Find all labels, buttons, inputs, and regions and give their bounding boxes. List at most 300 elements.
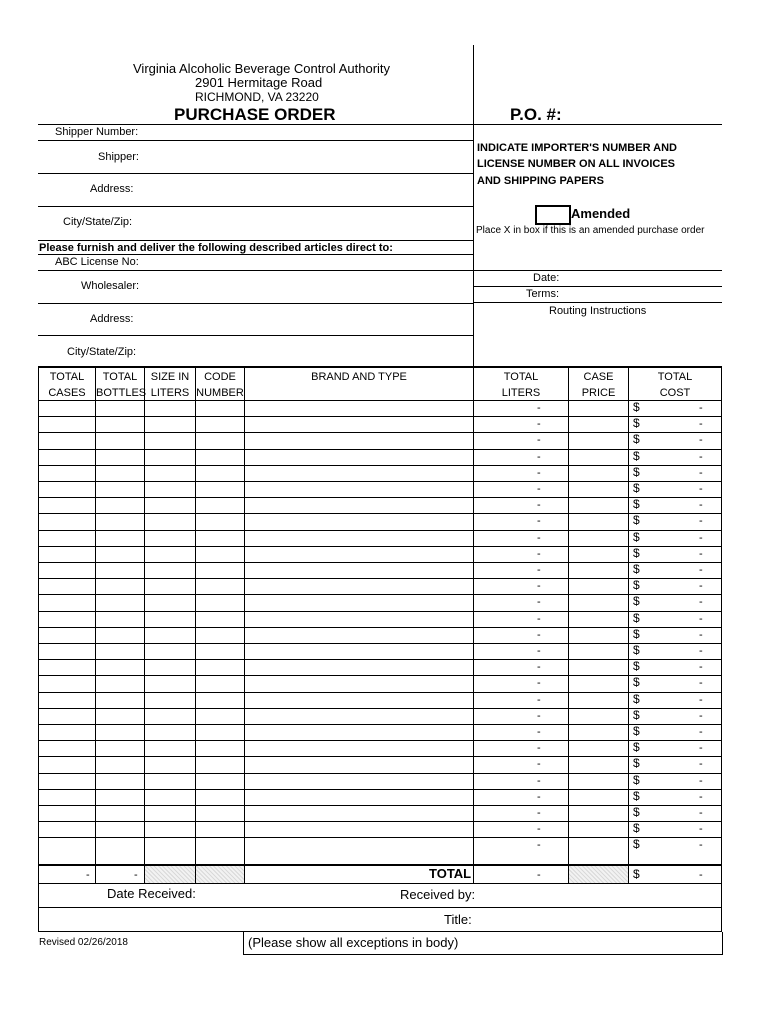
size-cell[interactable] [145,757,195,772]
code-cell[interactable] [196,417,244,432]
header-size: SIZE IN LITERS [150,371,190,399]
title-field[interactable] [476,909,720,930]
brand-cell[interactable] [245,757,473,772]
code-cell[interactable] [196,579,244,594]
liters-cell [474,838,568,853]
code-cell[interactable] [196,822,244,837]
case-price-cell[interactable] [569,693,628,708]
row-liters-value: - [537,823,541,835]
cases-cell[interactable] [39,806,95,821]
total-cost-cell [629,401,721,416]
brand-cell[interactable] [245,628,473,643]
code-cell[interactable] [196,660,244,675]
case-price-cell[interactable] [569,450,628,465]
total-cases-value: - [86,869,90,881]
cases-cell[interactable] [39,579,95,594]
size-cell[interactable] [145,498,195,513]
abc-license-field[interactable] [145,255,471,269]
row-cost-value: - [699,451,703,463]
rule [473,302,722,303]
row-cost-value: - [699,564,703,576]
size-cell[interactable] [145,774,195,789]
case-price-cell[interactable] [569,628,628,643]
bottles-cell[interactable] [96,774,144,789]
size-cell[interactable] [145,595,195,610]
row-liters-value: - [537,710,541,722]
total-cost-cell [629,482,721,497]
row-cost-currency: $ [633,530,640,544]
brand-cell[interactable] [245,595,473,610]
row-cost-currency: $ [633,643,640,657]
brand-cell[interactable] [245,531,473,546]
date-label: Date: [533,272,560,284]
brand-cell[interactable] [245,806,473,821]
cases-cell[interactable] [39,563,95,578]
row-cost-currency: $ [633,675,640,689]
bottles-cell[interactable] [96,757,144,772]
code-cell[interactable] [196,725,244,740]
bottles-cell[interactable] [96,482,144,497]
code-cell[interactable] [196,806,244,821]
size-cell[interactable] [145,401,195,416]
total-cost-currency: $ [633,867,640,881]
liters-cell [474,790,568,805]
shipper-field[interactable] [145,141,471,173]
brand-cell[interactable] [245,547,473,562]
code-cell[interactable] [196,838,244,853]
size-cell[interactable] [145,482,195,497]
code-cell[interactable] [196,612,244,627]
code-cell[interactable] [196,676,244,691]
cases-cell[interactable] [39,547,95,562]
cases-cell[interactable] [39,757,95,772]
amended-checkbox[interactable] [535,205,571,225]
liters-cell [474,709,568,724]
code-cell[interactable] [196,433,244,448]
size-cell[interactable] [145,466,195,481]
row-cost-value: - [699,467,703,479]
bottles-cell[interactable] [96,693,144,708]
row-cost-currency: $ [633,594,640,608]
case-price-cell[interactable] [569,595,628,610]
row-cost-value: - [699,629,703,641]
row-cost-currency: $ [633,821,640,835]
rule [38,907,722,908]
row-cost-value: - [699,402,703,414]
case-price-cell[interactable] [569,401,628,416]
row-liters-value: - [537,661,541,673]
bottles-cell[interactable] [96,433,144,448]
bottles-cell[interactable] [96,806,144,821]
cases-cell[interactable] [39,725,95,740]
size-cell[interactable] [145,531,195,546]
liters-cell [474,660,568,675]
case-price-cell[interactable] [569,514,628,529]
bottles-cell[interactable] [96,547,144,562]
row-cost-value: - [699,758,703,770]
header-total-bottles: TOTAL BOTTLES [96,371,147,399]
size-cell[interactable] [145,660,195,675]
bottles-cell[interactable] [96,401,144,416]
bottles-cell[interactable] [96,466,144,481]
row-cost-currency: $ [633,513,640,527]
row-cost-currency: $ [633,805,640,819]
rule [38,254,473,255]
notice-line3: AND SHIPPING PAPERS [477,175,604,187]
total-cost-cell [629,725,721,740]
total-cost-cell [629,644,721,659]
case-price-cell[interactable] [569,433,628,448]
bottles-cell[interactable] [96,790,144,805]
cases-cell[interactable] [39,401,95,416]
brand-cell[interactable] [245,514,473,529]
code-cell[interactable] [196,547,244,562]
liters-cell [474,417,568,432]
case-price-cell[interactable] [569,774,628,789]
code-cell[interactable] [196,482,244,497]
total-cost-cell [629,514,721,529]
bottles-cell[interactable] [96,450,144,465]
brand-cell[interactable] [245,579,473,594]
cases-cell[interactable] [39,822,95,837]
wholesaler-address-field[interactable] [145,304,471,335]
size-cell[interactable] [145,741,195,756]
liters-cell [474,579,568,594]
case-price-cell[interactable] [569,790,628,805]
totals-shaded-cell [196,866,244,883]
case-price-cell[interactable] [569,725,628,740]
size-cell[interactable] [145,417,195,432]
total-cost-cell [629,741,721,756]
bottles-cell[interactable] [96,676,144,691]
case-price-cell[interactable] [569,563,628,578]
brand-cell[interactable] [245,725,473,740]
brand-cell[interactable] [245,466,473,481]
bottles-cell[interactable] [96,838,144,853]
routing-field[interactable] [476,320,720,365]
code-cell[interactable] [196,757,244,772]
wholesaler-city-field[interactable] [145,336,471,366]
amended-label: Amended [571,206,631,221]
cases-cell[interactable] [39,709,95,724]
total-cost-cell [629,612,721,627]
code-cell[interactable] [196,401,244,416]
case-price-cell[interactable] [569,417,628,432]
size-cell[interactable] [145,563,195,578]
case-price-cell[interactable] [569,822,628,837]
row-cost-value: - [699,532,703,544]
bottles-cell[interactable] [96,498,144,513]
bottles-cell[interactable] [96,628,144,643]
row-cost-currency: $ [633,789,640,803]
bottles-cell[interactable] [96,563,144,578]
cases-cell[interactable] [39,595,95,610]
size-cell[interactable] [145,790,195,805]
size-cell[interactable] [145,693,195,708]
bottles-cell[interactable] [96,417,144,432]
case-price-cell[interactable] [569,466,628,481]
shipper-city-field[interactable] [145,207,471,239]
row-liters-value: - [537,775,541,787]
cases-cell[interactable] [39,612,95,627]
liters-cell [474,450,568,465]
bottles-cell[interactable] [96,709,144,724]
size-cell[interactable] [145,806,195,821]
total-cost-cell [629,433,721,448]
size-cell[interactable] [145,709,195,724]
cases-cell[interactable] [39,450,95,465]
case-price-cell[interactable] [569,531,628,546]
size-cell[interactable] [145,450,195,465]
notice-line1: INDICATE IMPORTER'S NUMBER AND [477,142,678,154]
case-price-cell[interactable] [569,676,628,691]
po-number-field[interactable] [570,104,720,126]
size-cell[interactable] [145,514,195,529]
code-cell[interactable] [196,628,244,643]
brand-cell[interactable] [245,709,473,724]
brand-cell[interactable] [245,401,473,416]
total-cost-cell [629,547,721,562]
total-cost-cell [629,693,721,708]
title-label: Title: [444,912,472,927]
org-address-line1: 2901 Hermitage Road [195,75,323,90]
row-liters-value: - [537,548,541,560]
row-cost-value: - [699,775,703,787]
cases-cell[interactable] [39,498,95,513]
size-cell[interactable] [145,547,195,562]
total-cost-cell [629,417,721,432]
row-cost-value: - [699,596,703,608]
row-liters-value: - [537,791,541,803]
cases-cell[interactable] [39,838,95,853]
row-liters-value: - [537,483,541,495]
total-cost-value: - [699,869,703,881]
size-cell[interactable] [145,676,195,691]
bottles-cell[interactable] [96,741,144,756]
bottles-cell[interactable] [96,822,144,837]
row-cost-value: - [699,726,703,738]
brand-cell[interactable] [245,450,473,465]
bottles-cell[interactable] [96,660,144,675]
row-cost-currency: $ [633,692,640,706]
liters-cell [474,498,568,513]
code-cell[interactable] [196,774,244,789]
code-cell[interactable] [196,498,244,513]
cases-cell[interactable] [39,514,95,529]
brand-cell[interactable] [245,433,473,448]
case-price-cell[interactable] [569,757,628,772]
row-cost-value: - [699,677,703,689]
row-cost-currency: $ [633,465,640,479]
header-code: CODE NUMBER [196,371,244,399]
code-cell[interactable] [196,466,244,481]
code-cell[interactable] [196,790,244,805]
size-cell[interactable] [145,822,195,837]
case-price-cell[interactable] [569,579,628,594]
total-cost-cell [629,466,721,481]
size-cell[interactable] [145,838,195,853]
total-liters-value: - [537,869,541,881]
date-field[interactable] [562,271,720,286]
brand-cell[interactable] [245,676,473,691]
liters-cell [474,531,568,546]
row-liters-value: - [537,758,541,770]
code-cell[interactable] [196,563,244,578]
brand-cell[interactable] [245,563,473,578]
code-cell[interactable] [196,595,244,610]
row-cost-currency: $ [633,708,640,722]
cases-cell[interactable] [39,644,95,659]
case-price-cell[interactable] [569,806,628,821]
cases-cell[interactable] [39,466,95,481]
code-cell[interactable] [196,450,244,465]
row-liters-value: - [537,629,541,641]
bottles-cell[interactable] [96,644,144,659]
row-cost-value: - [699,418,703,430]
bottles-cell[interactable] [96,725,144,740]
totals-shaded-cell [145,866,195,883]
bottles-cell[interactable] [96,514,144,529]
row-cost-currency: $ [633,497,640,511]
brand-cell[interactable] [245,774,473,789]
size-cell[interactable] [145,644,195,659]
total-cost-cell [629,838,721,853]
total-cost-cell [629,450,721,465]
brand-cell[interactable] [245,822,473,837]
row-cost-value: - [699,434,703,446]
case-price-cell[interactable] [569,741,628,756]
amended-help-text: Place X in box if this is an amended purchase order [476,225,705,236]
row-cost-currency: $ [633,400,640,414]
header-total-cost: TOTAL COST [657,371,693,399]
liters-cell [474,514,568,529]
cases-cell[interactable] [39,628,95,643]
brand-cell[interactable] [245,644,473,659]
brand-cell[interactable] [245,612,473,627]
row-liters-value: - [537,677,541,689]
cases-cell[interactable] [39,482,95,497]
cases-cell[interactable] [39,676,95,691]
size-cell[interactable] [145,628,195,643]
bottles-cell[interactable] [96,531,144,546]
brand-cell[interactable] [245,482,473,497]
bottles-cell[interactable] [96,595,144,610]
row-liters-value: - [537,402,541,414]
row-cost-currency: $ [633,546,640,560]
wholesaler-label: Wholesaler: [81,280,140,292]
org-address-line2: RICHMOND, VA 23220 [195,90,319,104]
wholesaler-address-label: Address: [90,313,134,325]
shipper-address-field[interactable] [145,174,471,206]
cases-cell[interactable] [39,774,95,789]
size-cell[interactable] [145,433,195,448]
code-cell[interactable] [196,709,244,724]
case-price-cell[interactable] [569,547,628,562]
case-price-cell[interactable] [569,709,628,724]
code-cell[interactable] [196,693,244,708]
deliver-instruction: Please furnish and deliver the following described articles direct to: [39,242,393,254]
case-price-cell[interactable] [569,660,628,675]
wholesaler-field[interactable] [145,271,471,303]
total-cost-cell [629,676,721,691]
liters-cell [474,612,568,627]
size-cell[interactable] [145,725,195,740]
row-cost-value: - [699,710,703,722]
po-number-label: P.O. #: [510,105,562,124]
row-cost-value: - [699,483,703,495]
cases-cell[interactable] [39,790,95,805]
liters-cell [474,725,568,740]
row-liters-value: - [537,467,541,479]
brand-cell[interactable] [245,790,473,805]
case-price-cell[interactable] [569,838,628,853]
shipper-label: Shipper: [98,151,139,163]
bottles-cell[interactable] [96,579,144,594]
row-cost-currency: $ [633,562,640,576]
cases-cell[interactable] [39,417,95,432]
brand-cell[interactable] [245,693,473,708]
row-cost-currency: $ [633,611,640,625]
liters-cell [474,822,568,837]
cases-cell[interactable] [39,660,95,675]
code-cell[interactable] [196,531,244,546]
liters-cell [474,644,568,659]
brand-cell[interactable] [245,660,473,675]
brand-cell[interactable] [245,838,473,853]
liters-cell [474,806,568,821]
received-by-field[interactable] [476,885,720,905]
section-divider [473,45,474,366]
shipper-city-label: City/State/Zip: [63,216,133,228]
terms-field[interactable] [562,287,720,301]
size-cell[interactable] [145,579,195,594]
case-price-cell[interactable] [569,644,628,659]
code-cell[interactable] [196,514,244,529]
notice-line2: LICENSE NUMBER ON ALL INVOICES [477,158,676,170]
liters-cell [474,741,568,756]
shipper-number-field[interactable] [145,125,471,139]
total-cost-cell [629,822,721,837]
code-cell[interactable] [196,741,244,756]
bottles-cell[interactable] [96,612,144,627]
case-price-cell[interactable] [569,482,628,497]
row-cost-value: - [699,823,703,835]
revised-date: Revised 02/26/2018 [39,937,128,948]
cases-cell[interactable] [39,741,95,756]
row-cost-value: - [699,694,703,706]
header-total-cases: TOTAL CASES [48,371,86,399]
brand-cell[interactable] [245,741,473,756]
liters-cell [474,628,568,643]
page-title: PURCHASE ORDER [174,105,336,124]
cases-cell[interactable] [39,531,95,546]
total-cost-cell [629,531,721,546]
total-cost-cell [629,806,721,821]
code-cell[interactable] [196,644,244,659]
cases-cell[interactable] [39,693,95,708]
row-cost-currency: $ [633,432,640,446]
total-cost-cell [629,563,721,578]
total-cost-cell [629,595,721,610]
liters-cell [474,595,568,610]
date-received-field[interactable] [200,885,390,905]
case-price-cell[interactable] [569,498,628,513]
size-cell[interactable] [145,612,195,627]
case-price-cell[interactable] [569,612,628,627]
brand-cell[interactable] [245,498,473,513]
brand-cell[interactable] [245,417,473,432]
cases-cell[interactable] [39,433,95,448]
